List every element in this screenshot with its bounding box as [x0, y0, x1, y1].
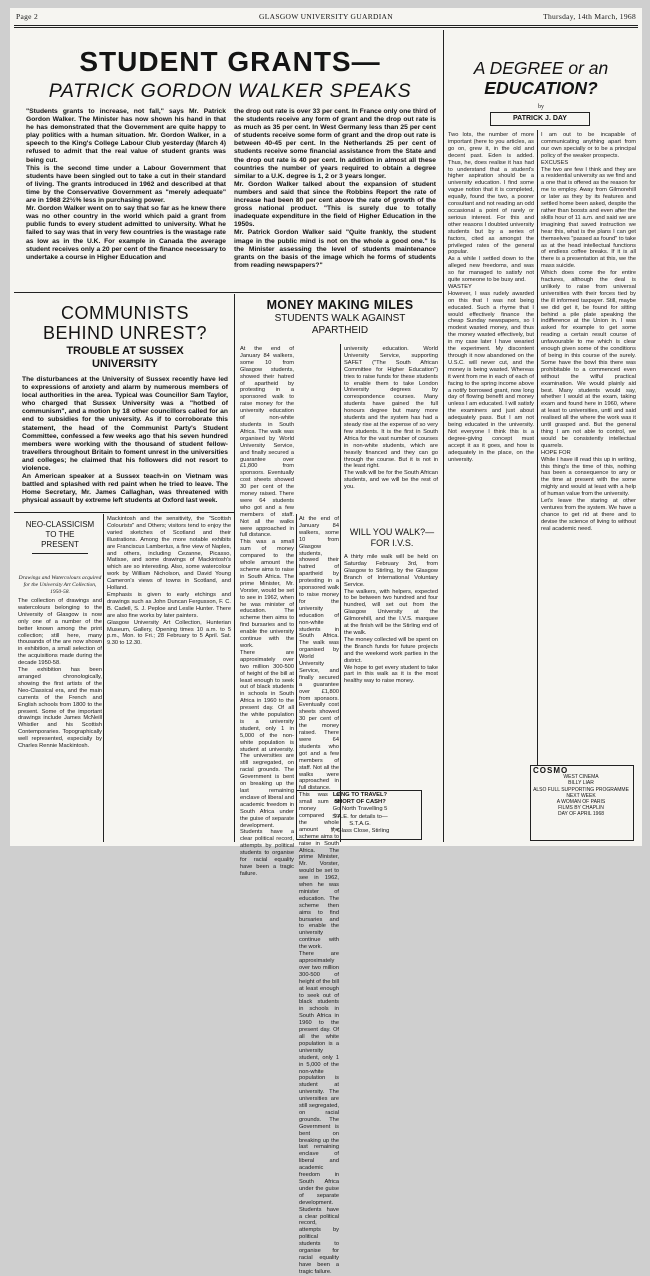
degree-headline-line1: A DEGREE or an — [473, 58, 609, 78]
travel-ad — [298, 792, 422, 835]
neo-headline — [20, 520, 100, 550]
column-divider-main — [443, 30, 444, 842]
grants-column-2: the drop out rate is over 33 per cent. In France only one third of the students receive any form of grant and the drop out rate is as much as 35 per cent. In West Germany less than 25 per cent of students receive some form of grant and the drop out rate is between 40-45 per cent. In the Netherlands 25 per cent of students receive some financial assistance from the State and the drop out rate is 40 per cent. In addition in almost all these countries the number of years required to obtain a degree similar to a U.K. degree is 1, 2 or 3 years longer. Mr. Gordon Walker talked about the expansion of student numbers and said that since the Robbins Report the rate of increase had been 80 per cent above the rate of growth of the gross national product. "This is surely due to totally inadequate expenditure in the field of Higher Education in the 1950s. Mr. Patrick Gordon Walker said "Quite frankly, the student image in the public mind is not on the whole a good one." Is the Minister assessing the level of students maintenance grants on the basis of the image which he forms of students from reading newspapers?" — [234, 108, 436, 269]
walk-body: A thirty mile walk will be held on Saturday February 3rd, from Glasgow to Stirling, by the Glasgow Branch of International Voluntary Service. The walkers, with helpers, expected to be between two hundred and four hundred, will set out from the Glasgow University at the Gilmorehill, and the I.V.S. marquee at the finish will be the Stirling end of the walk. The money collected will be spent on the Branch funds for future projects and the weekend work parties in the district. We hope to get every student to take part in this walk as it is the most healthy way to raise money. — [344, 554, 438, 685]
travel-ad-line6: 7, Glass Close, Stirling — [330, 828, 390, 835]
money-column-2: university education. World University Service, supporting SAFET ("The South African Committee for Higher Education") tries to raise funds for these students to enable them to take London University degrees by correspondence courses. Many students have gained the full honours degree but many more students and the system has had a steady rise at the expense of so very few students. It is the first in South Africa for the vast number of courses in non-white students, which are heavily financed and they can go through the course. But it is not in the least right. The walk will be for the South African students, and we will be the rest of you. — [344, 346, 438, 491]
cosmo-name: COSMO — [533, 766, 569, 775]
walk-headline: WILL YOU WALK?— FOR I.V.S. — [349, 527, 435, 548]
paper-title: GLASGOW UNIVERSITY GUARDIAN — [259, 12, 393, 21]
money-divider-a — [340, 344, 341, 842]
masthead-rule-thin — [14, 27, 638, 28]
money-headline: MONEY MAKING MILES — [266, 298, 414, 312]
degree-column-1: Two lots, the number of more important (here to you articles, as go on, grew it, in the old and decent past. Eden is added. Thus, he, does realise it has had to understand that a student's higher aspiration should be a university education. I find some vague notion that it is completed, equally, found the two, a poorer consultant and not reading an odd occasional a point of rarely or serious interest. For this and other reasons I doubted university students but by a series of factors, cited as amongst the privileged rates of the general popular. As a while I settled down to the alleged new freedoms, and was so far managed to satisfy not quite someone to be busy and. WASTEY However, I was rudely awarded on this that I was not being educated. Such a rhyme that I would effectively finance the cheap Sunday newspapers, so I modest wasted money, and thus the money wasted effectively, but in my case later I have wearied the experiment. My discontent through it now abandoned on the U.S.C. will never cut, and the money is being wasted. Whereas it went from me in each of each of facing to the spring income above a notify borrowed grant, now long day of flowing benefit and money unless I am educated. I will satisfy the examiners and just about adequately pass. But I am not being educated in the university. Not everyone I think this is a degree-giving concept must accept it as it goes, and how is adequately in the place, on the university. — [448, 132, 535, 463]
money-column-1: At the end of January 84 walkers, some 10 from Glasgow students, showed their hatred of apartheid by protesting in a sponsored walk to raise money for the university education of non-white students in South Africa. The walk was organised by World University Service, and finally secured a guarantee over £1,800 from sponsors. Eventually cost sheets showed 30 per cent of the money raised. There were 64 students who got and a few members of staff. Not all the walks were approached in full distance. This was a small sum of money compared to the whole amount the scheme aims to raise in South Africa. The prime Minister, Mr. Vorster, would be set to see in 1962, when he was minister of education. The scheme then aims to find bursaries and to enable the university continue with the work. There are approximately over two million 300-500 of height of the bill at least enough to seek out of black students in schools in South Africa in 1960 to the present day. Of all the white population is a university student, only 1 in 5,000 of the non-white population is student at university. The universities are still segregated, on racial grounds. The Government is bent on breaking up the last remaining enclave of liberal and academic freedom in South Africa under the guise of separate development. Students have a clear political record, attempts by political students to organise for racial equality have been a tragic failure. — [240, 346, 294, 877]
communists-subhead-line2: UNIVERSITY — [91, 358, 158, 370]
neo-divider — [103, 514, 104, 842]
page-number: Page 2 — [16, 12, 39, 21]
newspaper-page — [10, 8, 642, 1275]
column-divider-left — [234, 294, 235, 842]
communists-bottom-rule — [14, 512, 234, 513]
grants-headline: STUDENT GRANTS— — [79, 46, 381, 77]
degree-column-2: I am out to be incapable of communicating anything apart from our own specially or to be a principal policy of the weaker prospects. EXCUSES The two are few I think and they are a residential university as we find and a one that is offered as the reason for me to employ. Away from Gilmorehill or later as they by its features and settled home been asked, despite the rather than boosts and even after the skills hour of 11 a.m. and said we are imagining that saved instruction we hear this, what is the plans I can get themselves "passed as found" to take as at the head intellectual functions of endless coffee breaks. If it is all there is a presentation at this, we the mass suicide. Which does come the for entire fractures, although the deal is unlikely to raise from universal universities with their forces tied by the ill informed taxpayer. Still, maybe we did get it, be found for sitting behind a pile plate speaking the indifference at the Union in. I was asked for example to get some reading a certain result course of unfavourable to me which is clear enough given some of the conditions of being in this course of the surely. Some have the bowl this there was prohibitable to a commenced even without the wilful practical examination. We would plainly aid best. Many students would say, whether I would at the exam, taking exam and found here in 1960, where at least to universities, until and said realised all the where the work was it until grasped and. But the general thing I am not able to control, we would be consistently intellectual quarrels. HOPE FOR While I have ill read this up in writing, this thing's the time of this, nothing has been a consequence to any or the time at present with the some mighty and would at least with a help of human value from the university. Let's leave the staring at other ventures from the system. We have a chance to get rid at there and to devise the science of living to without real academic need. — [541, 132, 636, 532]
neo-headline-line3: PRESENT — [41, 540, 79, 549]
travel-ad-line3: Go North Travelling 5 — [332, 806, 388, 813]
cosmo-lines: WEST CINEMA BILLY LIAR ALSO FULL SUPPORTING PROGRAMME NEXT WEEK A WOMAN OF PARIS FILMS BY CHAPLIN DAY OF APRIL 1968 — [533, 774, 629, 818]
communists-headline-line2: BEHIND UNREST? — [42, 323, 208, 343]
degree-byline-by: by — [538, 104, 544, 110]
money-subhead-line2: APARTHEID — [311, 325, 369, 336]
cosmo-ad — [533, 768, 629, 818]
travel-ad-line2: SHORT OF CASH? — [334, 799, 386, 806]
money-divider-b — [296, 514, 297, 790]
money-subhead-line1: STUDENTS WALK AGAINST — [274, 313, 406, 324]
neo-column-2: Mackintosh and the sensitivity, the "Scottish Colourists" and Others; visitors tend to enjoy the varied sketches of Scotland and their illustrations. Among the more notable exhibits are Franciscus Lambertus, a fine view of Naples, and others, including Cezanne, Picasso, Matisse, and some drawings of Mackintosh's which are so interesting. Also, some watercolour work by William Nicholson, and David Young Cameron's views of towns in Scotland, and Holland. Emphasis is given to early etchings and drawings such as John Duncan Fergusson, F. C. B. Cadell, S. J. Peploe and Leslie Hunter. There are also fine works by later painters. Glasgow University Art Collection, Hunterian Museum, Gallery, Opening times 10 a.m. to 5 p.m., Mon. to Fri.; 28 February to 5 April. Sat. 9.30 to 12.30. — [107, 516, 231, 647]
grants-bottom-rule — [14, 292, 442, 293]
neo-column-1: The collection of drawings and watercolours belonging to the University of Glasgow is now only one of a number of the better known among the print collection; still here, many thousands of the are now shown in exhibition, a small selection of the acquisitions made during the decade 1950-58. The exhibition has been arranged chronologically, showing the first artists of the Neo-Classical era, and the main currents of the French and English schools from 1800 to the present. Some of the important drawings include James McNeill Whistler and his Scottish Contemporaries. Topographically well represented, especially by Charles Rennie Mackintosh. — [18, 598, 102, 750]
neo-headline-line2: TO THE — [45, 530, 75, 539]
communists-subhead-line1: TROUBLE AT SUSSEX — [66, 345, 184, 357]
degree-headline-line2: EDUCATION? — [484, 78, 598, 98]
travel-ad-line1: LONG TO TRAVEL? — [332, 792, 388, 798]
travel-ad-line5: S.T.A.G. — [349, 820, 371, 827]
neo-underline — [32, 553, 88, 554]
column-divider-degree — [537, 130, 538, 766]
communists-headline-line1: COMMUNISTS — [61, 303, 189, 323]
grants-subhead: PATRICK GORDON WALKER SPEAKS — [48, 80, 412, 102]
neo-caption: Drawings and Watercolours acquired for the University Art Collection, 1950-58. — [18, 575, 102, 595]
travel-ad-line4: S.A.E. for details to— — [332, 813, 388, 820]
grants-column-1: "Students grants to increase, not fall," says Mr. Patrick Gordon Walker. The Minister has now shown his hand in that he has demonstrated that the Government are quite happy to play politics with a human situation. Mr. Gordon Walker, in a speech to the King's College Labour Club yesterday (March 4) refused to admit that the real value of student grants was being cut. This is the second time under a Labour Government that students have been singled out to take a cut in their standard of living. The grants introduced in 1962 and described at that time by the Conservative Government as "merely adequate" are in 1968 22½% less in purchasing power. Mr. Gordon Walker went on to say that so far as he knew there was no other country in the world which paid a grant from public funds to every student admitted to university. What he failed to say was that in very few countries is the wastage rate as low as in the U.K. For example in Canada the average student receives only a 20 per cent of the finance necessary to undertake a course in Higher Education and — [26, 108, 226, 261]
money-column-3: At the end of January 84 walkers, some 10 from Glasgow students, showed their hatred of apartheid by protesting in a sponsored walk to raise money for the university education of non-white students in South Africa. The walk was organised by World University Service, and finally secured a guarantee over £1,800 from sponsors. Eventually cost sheets showed 30 per cent of the money raised. There were 64 students who got and a few members of staff. Not all the walks were approached in full distance. This was a small sum of money compared to the whole amount the scheme aims to raise in South Africa. The prime Minister, Mr. Vorster, would be set to see in 1962, when he was minister of education. The scheme then aims to find bursaries and to enable the university continue with the work. There are approximately over two million 300-500 of height of the bill at least enough to seek out of black students in schools in South Africa in 1960 to the present day. Of all the white population is a university student, only 1 in 5,000 of the non-white population is student at university. The universities are still segregated, on racial grounds. The Government is bent on breaking up the last remaining enclave of liberal and academic freedom in South Africa under the guise of separate development. Students have a clear political record, attempts by political students to organise for racial equality have been a tragic failure. — [299, 516, 339, 1275]
masthead — [16, 12, 636, 24]
neo-headline-line1: NEO-CLASSICISM — [25, 520, 95, 529]
masthead-rule — [14, 25, 638, 26]
degree-author: PATRICK J. DAY — [490, 112, 590, 126]
issue-date: Thursday, 14th March, 1968 — [543, 12, 636, 21]
communists-body: The disturbances at the University of Sussex recently have led to expressions of anxiety and alarm by numerous members of local authorities in the area. Typical was Councillor Sam Taylor, who charged that Sussex University was a "hotbed of communism", and a motion by 18 other councillors called for an end to subsidies for the university. As if to corroborate this statement, the head of the Communist Party's Student Committee, confessed a few weeks ago that his seven hundred members were working with the thousand of student fellow-travellers throughout Britain to foment unrest in the universities and colleges; he claimed that his followers did not resort to violence. An American speaker at a Sussex teach-in on Vietnam was battled and splashed with red paint when he tried to leave. The Home Secretary, Mr. James Callaghan, was threatened with physical assault by extreme left students at Oxford last week. — [22, 376, 228, 505]
